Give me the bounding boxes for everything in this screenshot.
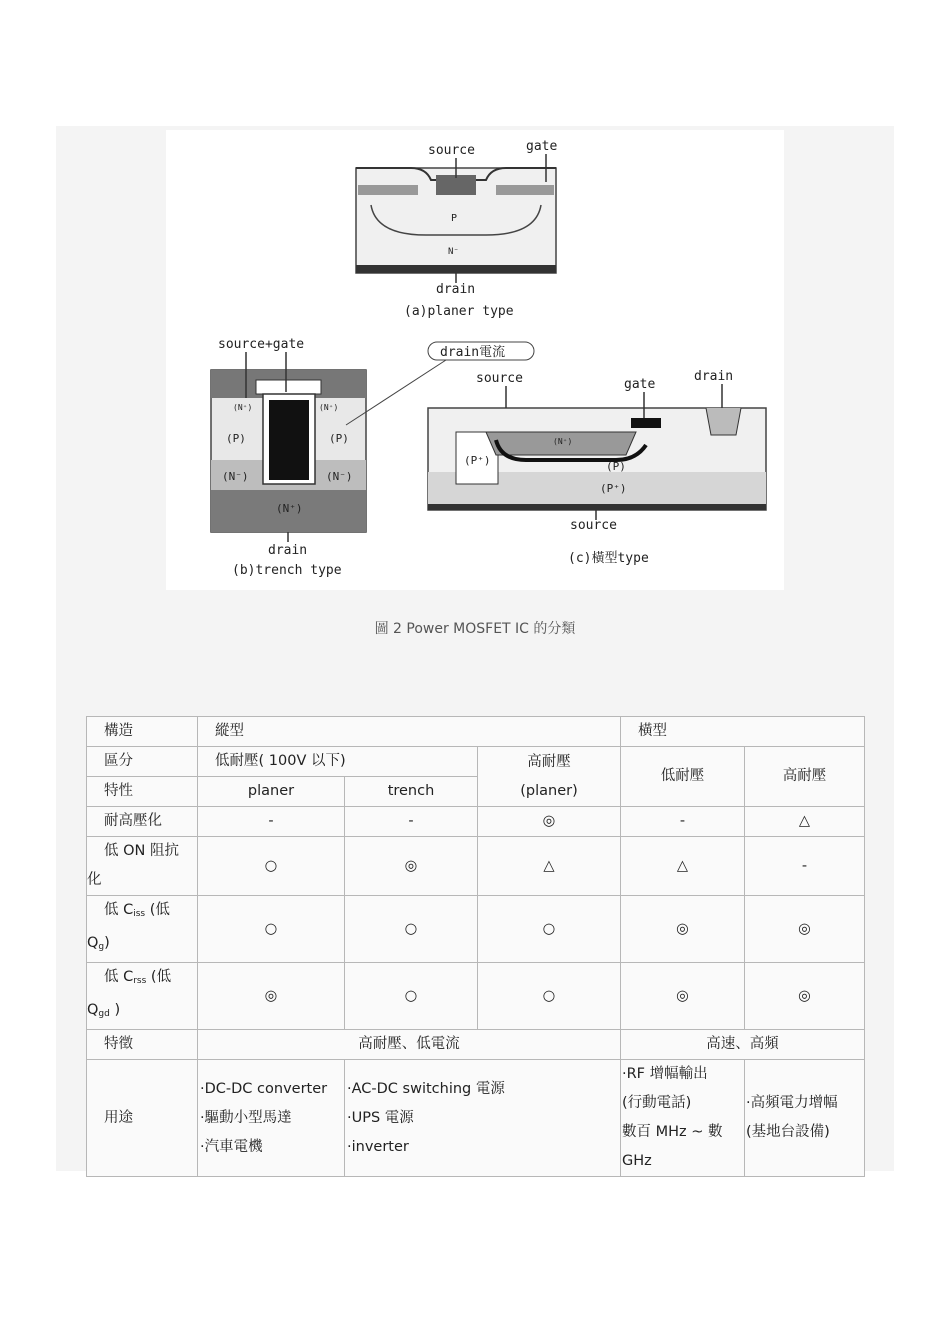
application-item: ·高頻電力增幅 (746, 1095, 838, 1111)
table-cell: ◎ (745, 963, 865, 1030)
figure-caption: 圖 2 Power MOSFET IC 的分類 (374, 621, 576, 637)
row-label-category: 區分 (87, 747, 198, 777)
high-voltage-line1: 高耐壓 (527, 753, 571, 770)
trench-n-minus-right: (N⁻) (326, 470, 353, 483)
trench-n-minus-left: (N⁻) (222, 470, 249, 483)
lateral-p-plus-bottom: (P⁺) (600, 482, 627, 495)
trench-source-gate-label: source+gate (218, 337, 305, 352)
planer-drain-label: drain (436, 282, 476, 297)
cell-planer: planer (198, 777, 345, 807)
trench-p-left: (P) (226, 432, 246, 445)
trench-p-right: (P) (329, 432, 349, 445)
application-item: ·DC-DC converter (200, 1080, 328, 1097)
table-row-structure (87, 717, 865, 747)
cell-lateral-features: 高速、高頻 (621, 1030, 865, 1060)
cell-vertical: 縱型 (198, 717, 621, 747)
lateral-p-label: (P) (606, 460, 626, 473)
trench-drain-label: drain (268, 543, 308, 558)
table-cell: - (345, 807, 478, 837)
planer-gate-label: gate (526, 139, 558, 154)
table-cell: ○ (198, 896, 345, 963)
application-item: 數百 MHz ~ 數 (622, 1124, 723, 1140)
table-cell: △ (478, 837, 621, 896)
application-item: ·UPS 電源 (347, 1109, 414, 1126)
planer-source-label: source (428, 143, 475, 158)
high-voltage-line2: (planer) (520, 782, 578, 799)
table-row-high-voltage (87, 807, 865, 837)
row-label-high-voltage: 耐高壓化 (87, 807, 198, 837)
application-item: (基地台設備) (746, 1124, 830, 1140)
table-cell: ○ (198, 837, 345, 896)
cell-lateral: 橫型 (621, 717, 865, 747)
application-item: ·AC-DC switching 電源 (347, 1080, 505, 1097)
table-cell: ◎ (621, 963, 745, 1030)
table-cell: - (745, 837, 865, 896)
cell-lateral-high-voltage: 高耐壓 (745, 747, 865, 807)
lateral-gate-label: gate (624, 377, 656, 392)
lateral-n-plus-label: (N⁺) (553, 437, 573, 446)
row-label-structure: 構造 (87, 717, 198, 747)
table-cell: ◎ (345, 837, 478, 896)
table-cell: ◎ (621, 896, 745, 963)
planer-n-label: N⁻ (448, 247, 459, 257)
table-row-applications (87, 1060, 865, 1177)
application-item: ·驅動小型馬達 (200, 1109, 292, 1126)
row-label-low-on-resistance: 低 ON 阻抗化 (87, 837, 198, 896)
table-cell: △ (745, 807, 865, 837)
trench-n-plus: (N⁺) (276, 502, 303, 515)
application-item: (行動電話) (622, 1095, 692, 1111)
table-cell: ◎ (198, 963, 345, 1030)
lateral-source-top-label: source (476, 371, 523, 386)
table-cell: ◎ (745, 896, 865, 963)
row-label-characteristic: 特性 (87, 777, 198, 807)
table-cell: ○ (345, 963, 478, 1030)
table-cell: ○ (478, 896, 621, 963)
cell-low-voltage: 低耐壓( 100V 以下) (198, 747, 478, 777)
trench-type-diagram (211, 337, 366, 578)
table-cell: - (621, 807, 745, 837)
table-row-features (87, 1030, 865, 1060)
cell-trench: trench (345, 777, 478, 807)
cell-applications-planer (198, 1060, 345, 1177)
lateral-caption: (c)橫型type (568, 551, 649, 566)
table-cell: △ (621, 837, 745, 896)
table-cell: ◎ (478, 807, 621, 837)
application-item: ·inverter (347, 1138, 409, 1155)
lateral-source-bottom-label: source (570, 518, 617, 533)
application-item: ·RF 增幅輸出 (622, 1066, 708, 1082)
row-label-low-ciss: 低 $C_{iss}$ (低 $Q_g$) (87, 896, 198, 963)
cell-applications-lateral-high (745, 1060, 865, 1177)
lateral-p-plus-left: (P⁺) (464, 454, 491, 467)
planer-p-label: P (451, 213, 458, 224)
table-cell: ○ (478, 963, 621, 1030)
table-cell: ○ (345, 896, 478, 963)
table-row-low-crss (87, 963, 865, 1030)
cell-applications-trench (345, 1060, 621, 1177)
lateral-type-diagram (346, 342, 766, 566)
row-label-low-crss: 低 $C_{rss}$ (低 $Q_{gd}$ ) (87, 963, 198, 1030)
planer-caption: (a)planer type (404, 304, 514, 319)
cell-high-voltage-planer (478, 747, 621, 807)
table-row-category (87, 747, 865, 777)
mosfet-comparison-table (86, 716, 865, 1177)
lateral-drain-current-label: drain電流 (440, 345, 506, 360)
cell-lateral-low-voltage: 低耐壓 (621, 747, 745, 807)
trench-n-plus-small-right: (N⁺) (319, 403, 339, 412)
application-item: ·汽車電機 (200, 1138, 263, 1155)
table-cell: - (198, 807, 345, 837)
application-item: GHz (622, 1153, 652, 1169)
cell-applications-lateral-low (621, 1060, 745, 1177)
lateral-drain-label: drain (694, 369, 734, 384)
mosfet-diagram-figure (166, 130, 784, 590)
cell-vertical-features: 高耐壓、低電流 (198, 1030, 621, 1060)
table-row-low-on-resistance (87, 837, 865, 896)
table-row-low-ciss (87, 896, 865, 963)
planer-type-diagram (356, 139, 557, 319)
row-label-applications: 用途 (87, 1060, 198, 1177)
row-label-features: 特徵 (87, 1030, 198, 1060)
trench-caption: (b)trench type (232, 563, 342, 578)
mosfet-diagram (166, 130, 784, 590)
trench-n-plus-small-left: (N⁺) (233, 403, 253, 412)
